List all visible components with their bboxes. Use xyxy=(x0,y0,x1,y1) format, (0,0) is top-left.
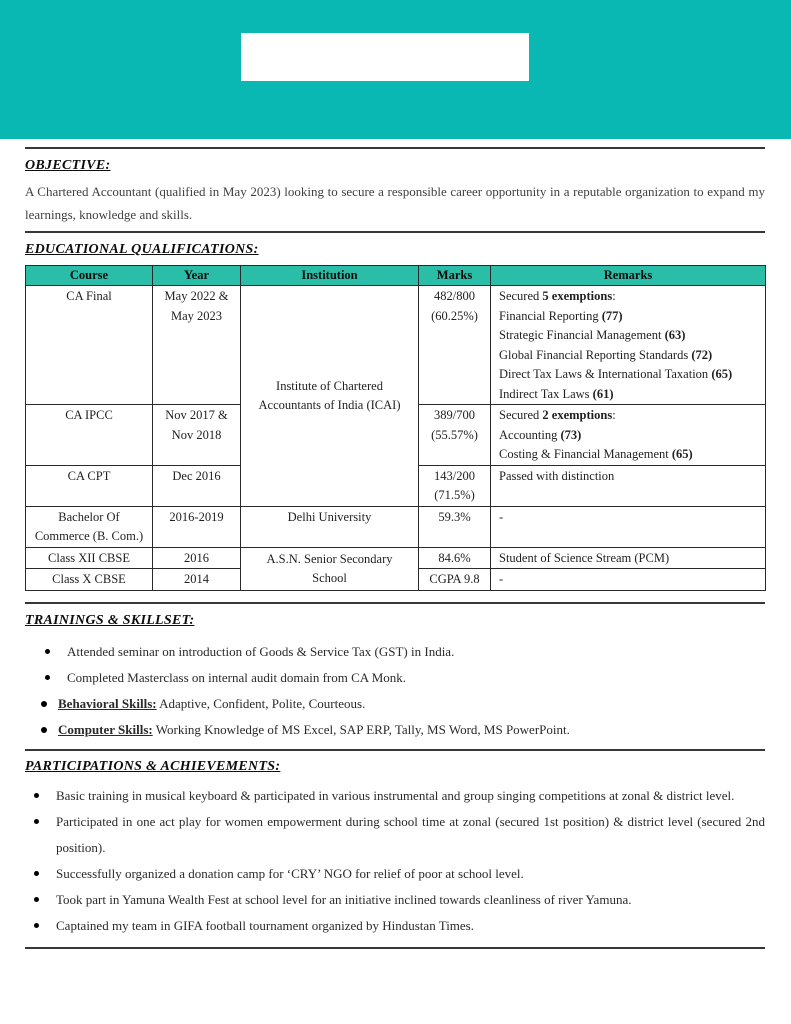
participations-section xyxy=(25,759,765,939)
cell-line: 84.6% xyxy=(438,550,471,565)
cell-line: Bachelor Of xyxy=(58,509,120,524)
course-cell xyxy=(26,506,153,547)
marks-cell xyxy=(419,405,491,466)
course-cell xyxy=(26,547,153,569)
marks-cell xyxy=(419,547,491,569)
bullet-icon xyxy=(34,897,39,902)
cell-line: Costing & Financial Management (65) xyxy=(499,447,693,461)
cell-line: Student of Science Stream (PCM) xyxy=(499,550,670,565)
list-item-text: Basic training in musical keyboard & participated in various instrumental and group singing competitions at zonal & district level. xyxy=(56,787,735,803)
cell-line: A.S.N. Senior Secondary xyxy=(266,551,393,566)
participations-list xyxy=(25,783,765,939)
cell-line: Indirect Tax Laws (61) xyxy=(499,386,614,401)
page-content xyxy=(0,147,791,949)
year-cell xyxy=(153,286,241,405)
cell-line: CGPA 9.8 xyxy=(429,572,480,586)
table-header-row xyxy=(26,266,766,286)
year-cell xyxy=(153,569,241,591)
list-item xyxy=(25,717,765,743)
section-divider xyxy=(25,749,765,751)
objective-text: A Chartered Accountant (qualified in May 2023) looking to secure a responsible career opportunity in a reputable organization to expand my learnings, knowledge and skills. xyxy=(25,184,765,222)
cell-line: CA Final xyxy=(66,289,112,303)
cell-line: Secured 5 exemptions: xyxy=(499,289,616,303)
list-item xyxy=(25,639,765,665)
list-item xyxy=(25,691,765,717)
remarks-cell xyxy=(491,286,766,405)
cell-line: Commerce (B. Com.) xyxy=(34,529,144,543)
list-item-text: Captained my team in GIFA football tournament organized by Hindustan Times. xyxy=(56,917,474,933)
education-section xyxy=(25,242,765,591)
trainings-heading: TRAININGS & SKILLSET: xyxy=(25,612,195,628)
cell-line: School xyxy=(312,571,347,585)
remarks-cell xyxy=(491,405,766,466)
section-divider xyxy=(25,231,765,233)
cell-line: Delhi University xyxy=(287,509,372,524)
list-item-text: Successfully organized a donation camp for ‘CRY’ NGO for relief of poor at school level. xyxy=(56,865,524,881)
bullet-icon xyxy=(45,675,50,680)
table-row xyxy=(26,506,766,547)
bullet-icon xyxy=(34,819,39,824)
education-heading: EDUCATIONAL QUALIFICATIONS: xyxy=(25,242,259,257)
bullet-icon xyxy=(41,701,47,707)
list-item-text: Completed Masterclass on internal audit domain from CA Monk. xyxy=(67,669,407,685)
name-redaction-box xyxy=(241,33,529,81)
trainings-list xyxy=(25,639,765,743)
cell-line: - xyxy=(499,509,504,524)
bullet-icon xyxy=(34,923,39,928)
marks-cell xyxy=(419,506,491,547)
list-item-text: Took part in Yamuna Wealth Fest at school level for an initiative inclined towards cleanliness of river Yamuna. xyxy=(56,891,632,907)
section-divider xyxy=(25,147,765,149)
marks-cell xyxy=(419,569,491,591)
table-row xyxy=(26,286,766,405)
cell-line: CA CPT xyxy=(67,468,111,483)
course-cell xyxy=(26,286,153,405)
list-item xyxy=(25,861,765,887)
cell-line: Accountants of India (ICAI) xyxy=(258,398,401,413)
list-item xyxy=(25,809,765,861)
column-header-year: Year xyxy=(153,266,241,286)
section-divider xyxy=(25,947,765,949)
remarks-cell xyxy=(491,547,766,569)
cell-line: May 2022 & xyxy=(164,289,229,303)
cell-line: 2016-2019 xyxy=(169,509,224,524)
remarks-cell xyxy=(491,569,766,591)
cell-line: 59.3% xyxy=(438,509,471,524)
cell-line: May 2023 xyxy=(170,308,223,323)
cell-line: Financial Reporting (77) xyxy=(499,308,623,323)
bullet-icon xyxy=(45,649,50,654)
year-cell xyxy=(153,465,241,506)
remarks-cell xyxy=(491,465,766,506)
marks-cell xyxy=(419,286,491,405)
remarks-cell xyxy=(491,506,766,547)
cell-line: (55.57%) xyxy=(431,427,478,442)
objective-heading: OBJECTIVE: xyxy=(25,158,111,173)
marks-cell xyxy=(419,465,491,506)
bullet-icon xyxy=(34,871,39,876)
cell-line: Institute of Chartered xyxy=(276,378,383,393)
list-item-text: Attended seminar on introduction of Goods & Service Tax (GST) in India. xyxy=(67,643,455,659)
cell-line: Class X CBSE xyxy=(52,572,126,586)
cell-line: 389/700 xyxy=(434,408,475,422)
cell-line: Secured 2 exemptions: xyxy=(499,408,616,422)
table-row xyxy=(26,547,766,569)
objective-section xyxy=(25,158,765,226)
institution-cell xyxy=(241,547,419,590)
list-item xyxy=(25,887,765,913)
cell-line: Passed with distinction xyxy=(499,468,615,483)
list-item xyxy=(25,913,765,939)
trainings-section xyxy=(25,613,765,743)
cell-line: Nov 2017 & xyxy=(165,408,228,422)
year-cell xyxy=(153,506,241,547)
institution-cell xyxy=(241,506,419,547)
course-cell xyxy=(26,465,153,506)
cell-line: Dec 2016 xyxy=(172,468,221,483)
year-cell xyxy=(153,547,241,569)
course-cell xyxy=(26,569,153,591)
section-divider xyxy=(25,602,765,604)
cell-line: (60.25%) xyxy=(431,308,478,323)
bullet-icon xyxy=(34,793,39,798)
institution-cell xyxy=(241,286,419,507)
cell-line: (71.5%) xyxy=(434,488,475,502)
participations-heading: PARTICIPATIONS & ACHIEVEMENTS: xyxy=(25,758,281,774)
cell-line: Accounting (73) xyxy=(499,427,582,442)
cell-line: 143/200 xyxy=(434,468,475,483)
column-header-marks: Marks xyxy=(419,266,491,286)
cell-line: Nov 2018 xyxy=(171,427,222,442)
column-header-course: Course xyxy=(26,266,153,286)
column-header-remarks: Remarks xyxy=(491,266,766,286)
cell-line: 2014 xyxy=(184,572,209,586)
cell-line: 482/800 xyxy=(434,289,475,303)
cell-line: Global Financial Reporting Standards (72) xyxy=(499,347,713,362)
list-item-text: Computer Skills: Working Knowledge of MS Excel, SAP ERP, Tally, MS Word, MS PowerPoint. xyxy=(58,721,570,737)
course-cell xyxy=(26,405,153,466)
cell-line: 2016 xyxy=(184,550,209,565)
cell-line: Class XII CBSE xyxy=(48,550,130,565)
cell-line: Direct Tax Laws & International Taxation (65) xyxy=(499,367,733,381)
bullet-icon xyxy=(41,727,47,733)
list-item xyxy=(25,783,765,809)
cell-line: - xyxy=(499,572,504,586)
list-item-text: Behavioral Skills: Adaptive, Confident, Polite, Courteous. xyxy=(58,695,366,711)
cell-line: Strategic Financial Management (63) xyxy=(499,328,686,342)
list-item-text: Participated in one act play for women empowerment during school time at zonal (secured 1st position) & district level (secured 2nd position). xyxy=(56,813,765,855)
header-banner xyxy=(0,0,791,139)
column-header-institution: Institution xyxy=(241,266,419,286)
cell-line: CA IPCC xyxy=(65,408,113,422)
qualifications-table xyxy=(25,265,766,591)
year-cell xyxy=(153,405,241,466)
list-item xyxy=(25,665,765,691)
